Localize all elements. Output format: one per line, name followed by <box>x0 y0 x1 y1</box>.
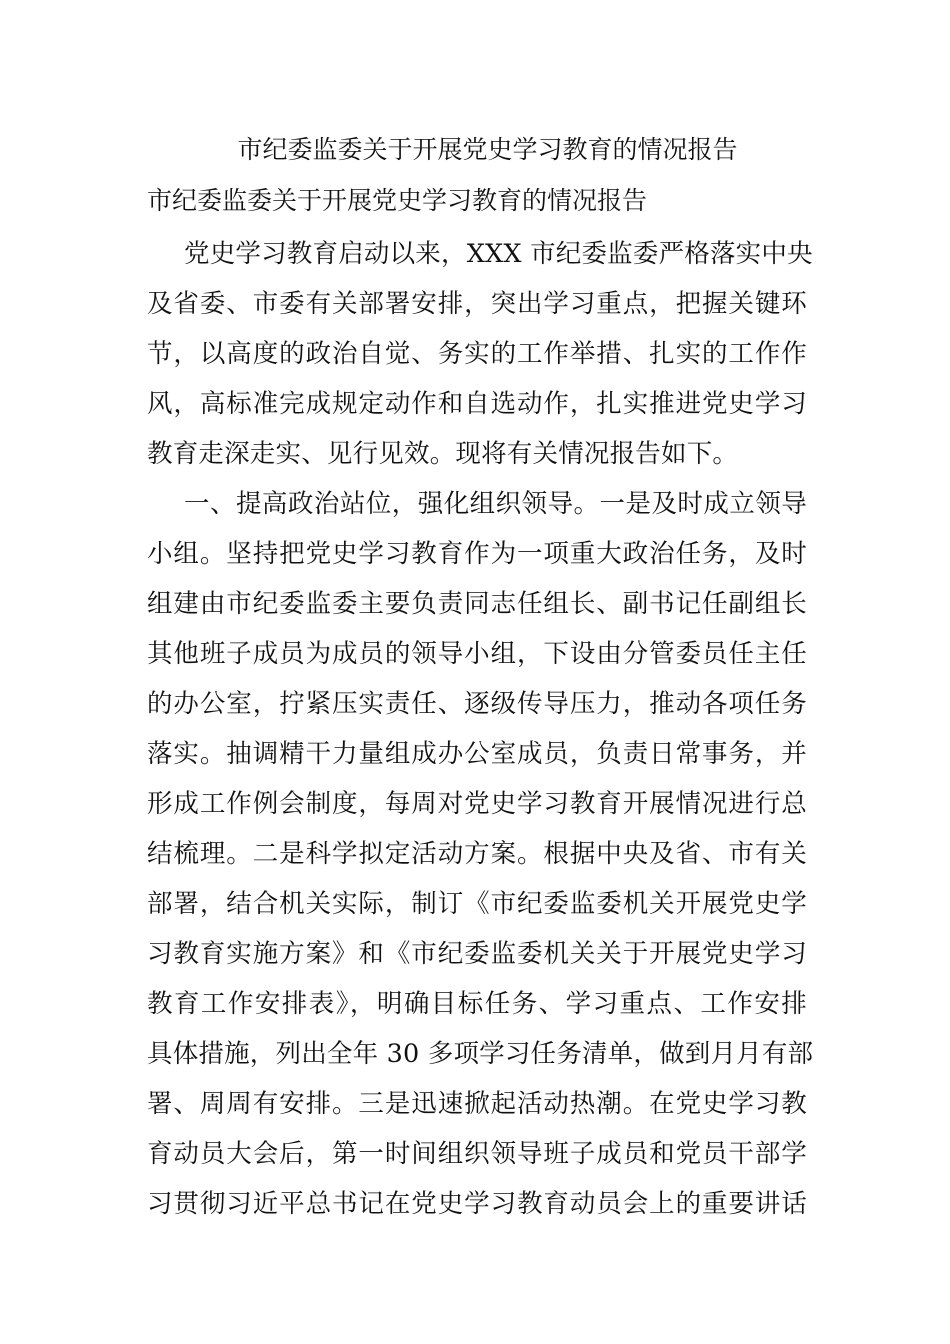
paragraph-line: 结梳理。二是科学拟定活动方案。根据中央及省、市有关 <box>147 839 807 869</box>
document-title: 市纪委监委关于开展党史学习教育的情况报告 <box>237 135 738 164</box>
paragraph-line: 育动员大会后，第一时间组织领导班子成员和党员干部学 <box>147 1139 807 1169</box>
paragraph-line: 落实。抽调精干力量组成办公室成员，负责日常事务，并 <box>147 739 807 769</box>
paragraph-line: 其他班子成员为成员的领导小组，下设由分管委员任主任 <box>147 639 807 669</box>
document-subtitle: 市纪委监委关于开展党史学习教育的情况报告 <box>147 186 648 215</box>
paragraph-line: 具体措施，列出全年 30 多项学习任务清单，做到月月有部 <box>147 1039 814 1069</box>
document-body <box>147 229 814 1229</box>
paragraph-line: 形成工作例会制度，每周对党史学习教育开展情况进行总 <box>147 789 807 819</box>
paragraph-line: 习贯彻习近平总书记在党史学习教育动员会上的重要讲话 <box>147 1189 807 1219</box>
paragraph-line: 一、提高政治站位，强化组织领导。一是及时成立领导 <box>184 489 807 519</box>
paragraph-line: 的办公室，拧紧压实责任、逐级传导压力，推动各项任务 <box>147 689 807 719</box>
paragraph-line: 教育工作安排表》，明确目标任务、学习重点、工作安排 <box>147 989 807 1019</box>
paragraph-line: 组建由市纪委监委主要负责同志任组长、副书记任副组长 <box>147 589 807 619</box>
paragraph-line: 节，以高度的政治自觉、务实的工作举措、扎实的工作作 <box>147 339 807 369</box>
paragraph-line: 部署，结合机关实际，制订《市纪委监委机关开展党史学 <box>147 889 807 919</box>
paragraph-line: 党史学习教育启动以来，XXX 市纪委监委严格落实中央 <box>184 239 813 269</box>
paragraph-line: 教育走深走实、见行见效。现将有关情况报告如下。 <box>147 439 739 469</box>
paragraph-line: 风，高标准完成规定动作和自选动作，扎实推进党史学习 <box>147 389 807 419</box>
paragraph-line: 署、周周有安排。三是迅速掀起活动热潮。在党史学习教 <box>147 1089 807 1119</box>
paragraph-line: 及省委、市委有关部署安排，突出学习重点，把握关键环 <box>147 289 807 319</box>
paragraph-line: 小组。坚持把党史学习教育作为一项重大政治任务，及时 <box>147 539 807 569</box>
paragraph-line: 习教育实施方案》和《市纪委监委机关关于开展党史学习 <box>147 939 807 969</box>
